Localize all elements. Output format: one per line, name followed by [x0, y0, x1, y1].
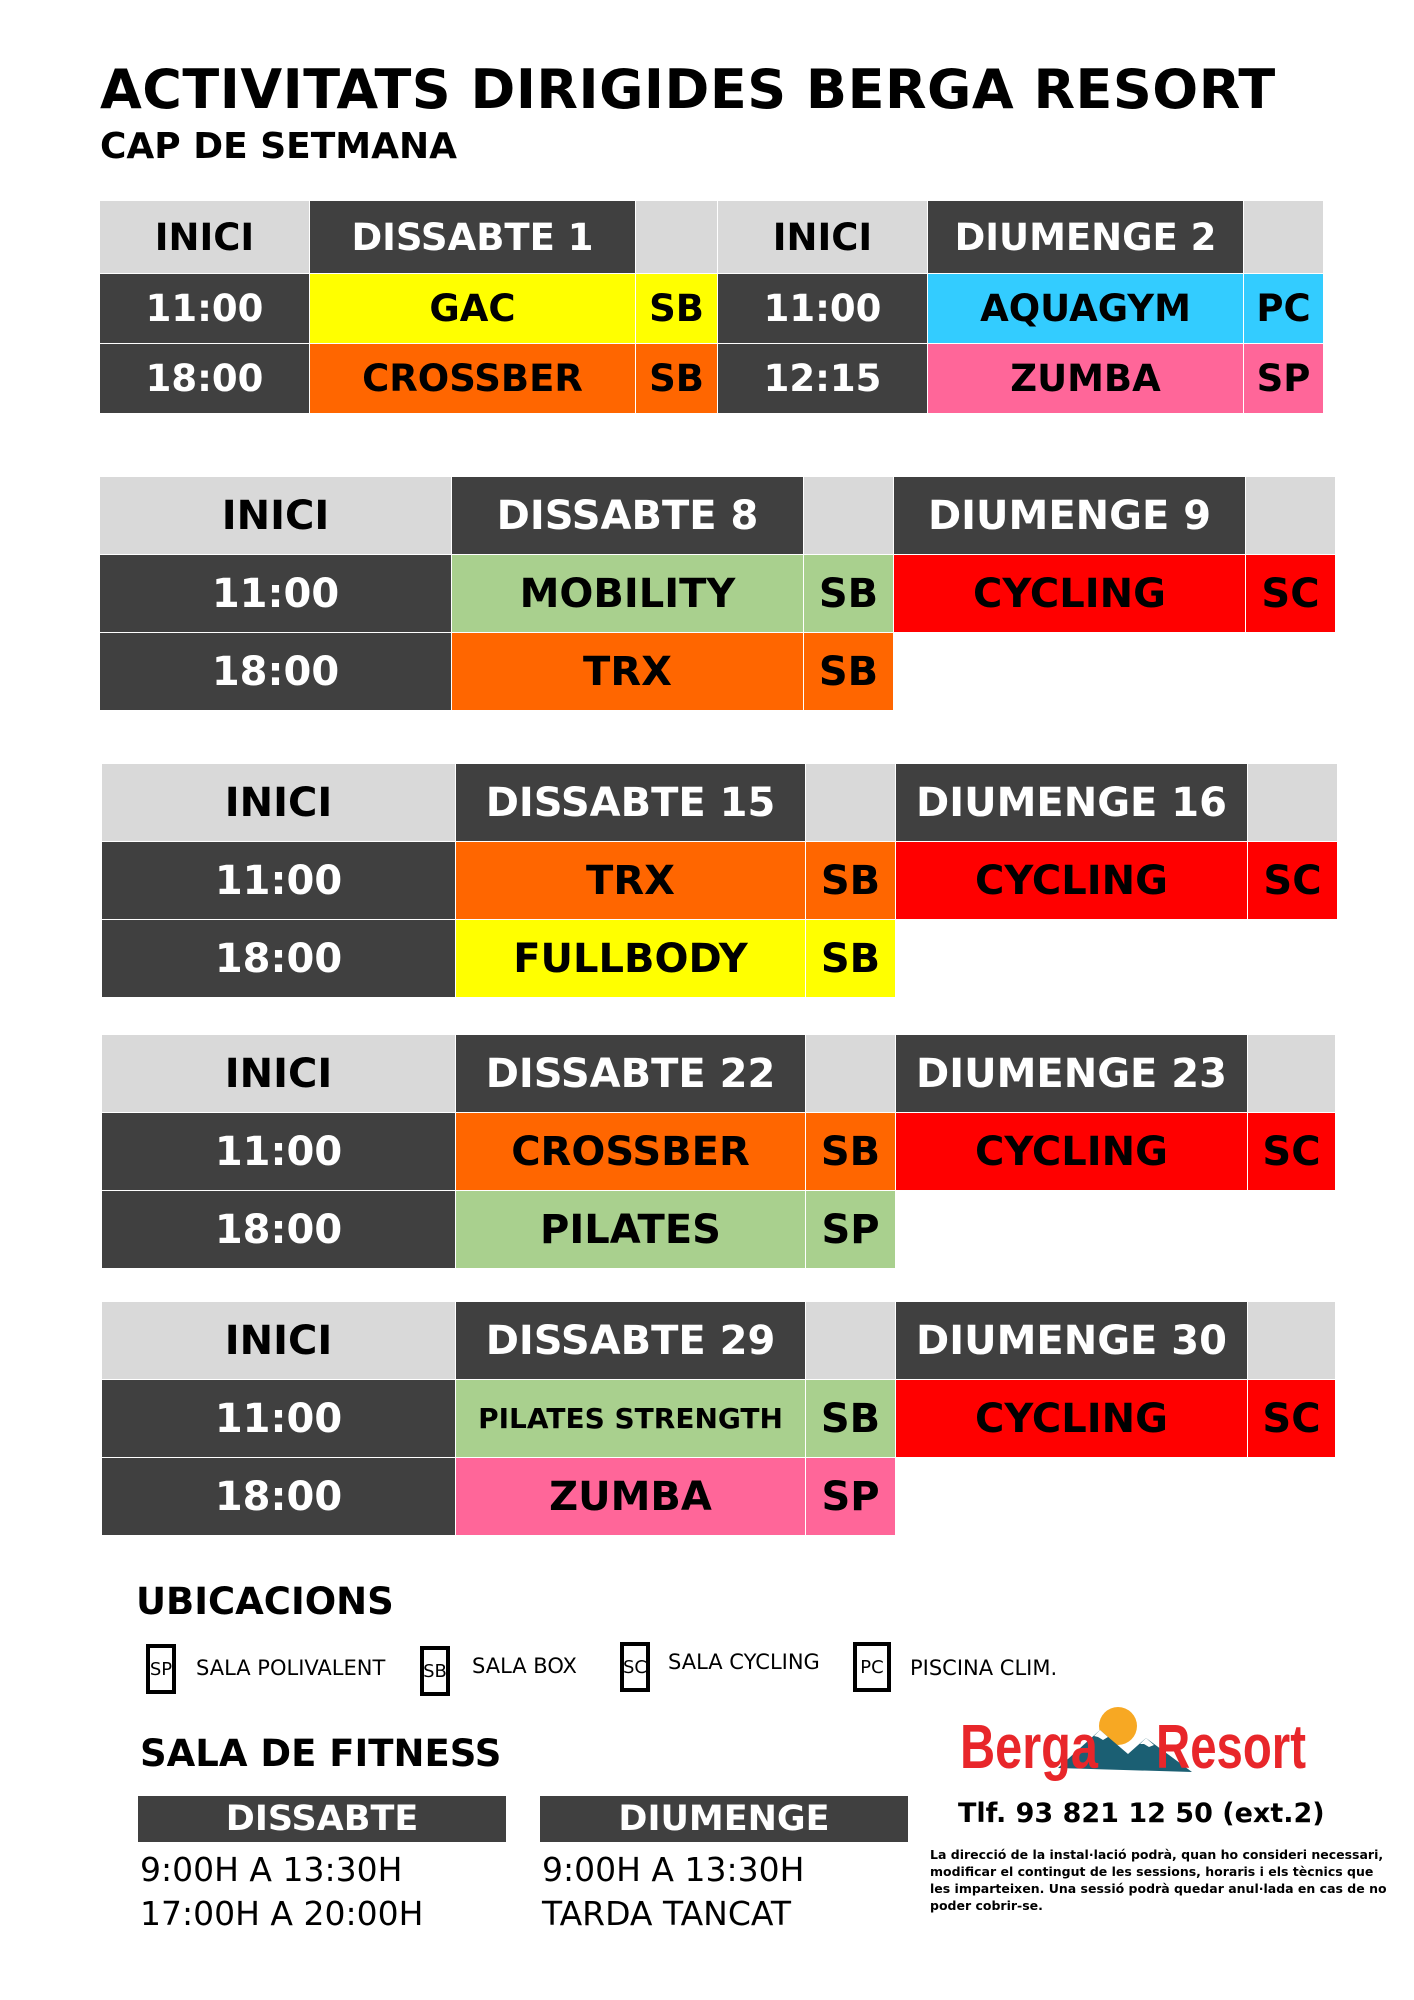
activity-cell: CYCLING	[896, 1113, 1248, 1191]
room-cell: SP	[806, 1191, 896, 1269]
location-name: SALA POLIVALENT	[196, 1656, 386, 1680]
activity-cell: TRX	[456, 842, 806, 920]
time-cell: 11:00	[718, 274, 928, 344]
activity-cell: CYCLING	[894, 555, 1246, 633]
room-header	[804, 477, 894, 555]
room-header	[1244, 201, 1324, 274]
saturday-header: DISSABTE 15	[456, 764, 806, 842]
logo-word-resort: Resort	[1156, 1713, 1306, 1782]
contact-phone: Tlf. 93 821 12 50 (ext.2)	[958, 1798, 1325, 1829]
time-cell: 11:00	[100, 555, 452, 633]
activity-cell: AQUAGYM	[928, 274, 1244, 344]
room-cell: SB	[804, 555, 894, 633]
location-name: SALA CYCLING	[668, 1650, 820, 1674]
disclaimer-text: La direcció de la instal·lació podrà, quan ho consideri necessari, modificar el contingut de les sessions, horaris i els tècnics que les imparteixen. Una sessió podrà quedar anul·lada en cas de no poder cobrir-se.	[930, 1847, 1387, 1913]
room-cell: SC	[1248, 1380, 1336, 1458]
locations-title: UBICACIONS	[136, 1580, 394, 1623]
activity-cell: CYCLING	[896, 1380, 1248, 1458]
room-cell: PC	[1244, 274, 1324, 344]
room-cell: SB	[806, 920, 896, 998]
activity-cell: GAC	[310, 274, 636, 344]
start-header: INICI	[100, 201, 310, 274]
fitness-saturday-label: DISSABTE	[138, 1796, 506, 1842]
sunday-header: DIUMENGE 9	[894, 477, 1246, 555]
activity-cell: ZUMBA	[928, 344, 1244, 414]
fitness-title: SALA DE FITNESS	[140, 1732, 502, 1775]
room-cell: SB	[804, 633, 894, 711]
activity-cell: ZUMBA	[456, 1458, 806, 1536]
start-header: INICI	[102, 764, 456, 842]
time-cell: 18:00	[100, 633, 452, 711]
saturday-header: DISSABTE 1	[310, 201, 636, 274]
room-header	[636, 201, 718, 274]
hours-line: 9:00H A 13:30H	[542, 1850, 805, 1889]
sunday-header: DIUMENGE 23	[896, 1035, 1248, 1113]
room-header	[806, 1035, 896, 1113]
room-cell: SP	[1244, 344, 1324, 414]
fitness-saturday-hours	[140, 1848, 423, 1936]
location-code-badge: SB	[420, 1646, 450, 1696]
start-header: INICI	[102, 1035, 456, 1113]
sunday-header: DIUMENGE 2	[928, 201, 1244, 274]
time-cell: 18:00	[100, 344, 310, 414]
time-cell: 11:00	[102, 842, 456, 920]
activity-cell: TRX	[452, 633, 804, 711]
time-cell: 12:15	[718, 344, 928, 414]
room-cell: SB	[636, 344, 718, 414]
room-cell: SB	[806, 842, 896, 920]
activity-cell: CYCLING	[896, 842, 1248, 920]
sunday-header: DIUMENGE 16	[896, 764, 1248, 842]
location-code-badge: PC	[853, 1642, 891, 1692]
saturday-header: DISSABTE 29	[456, 1302, 806, 1380]
time-cell: 11:00	[100, 274, 310, 344]
room-header	[806, 1302, 896, 1380]
page-subtitle: CAP DE SETMANA	[100, 126, 457, 167]
start-header: INICI	[102, 1302, 456, 1380]
room-header	[1248, 764, 1338, 842]
room-header	[1246, 477, 1336, 555]
room-header	[1248, 1035, 1336, 1113]
location-name: SALA BOX	[472, 1654, 577, 1678]
sunday-header: DIUMENGE 30	[896, 1302, 1248, 1380]
start-header: INICI	[100, 477, 452, 555]
time-cell: 18:00	[102, 920, 456, 998]
fitness-sunday-label: DIUMENGE	[540, 1796, 908, 1842]
activity-cell: MOBILITY	[452, 555, 804, 633]
activity-cell: PILATES	[456, 1191, 806, 1269]
time-cell: 18:00	[102, 1458, 456, 1536]
hours-line: 17:00H A 20:00H	[140, 1894, 424, 1933]
time-cell: 11:00	[102, 1113, 456, 1191]
location-code-badge: SP	[146, 1644, 176, 1694]
sunday-start-header: INICI	[718, 201, 928, 274]
activity-cell: FULLBODY	[456, 920, 806, 998]
room-cell: SC	[1246, 555, 1336, 633]
room-cell: SB	[806, 1380, 896, 1458]
time-cell: 18:00	[102, 1191, 456, 1269]
room-header	[1248, 1302, 1336, 1380]
activity-cell: CROSSBER	[456, 1113, 806, 1191]
page-title: ACTIVITATS DIRIGIDES BERGA RESORT	[100, 58, 1276, 121]
location-code-badge: SC	[620, 1642, 650, 1692]
room-cell: SC	[1248, 1113, 1336, 1191]
berga-resort-logo	[960, 1696, 1320, 1796]
activity-cell: CROSSBER	[310, 344, 636, 414]
room-cell: SB	[806, 1113, 896, 1191]
room-cell: SP	[806, 1458, 896, 1536]
room-cell: SC	[1248, 842, 1338, 920]
time-cell: 11:00	[102, 1380, 456, 1458]
saturday-header: DISSABTE 22	[456, 1035, 806, 1113]
room-cell: SB	[636, 274, 718, 344]
location-name: PISCINA CLIM.	[910, 1656, 1058, 1680]
hours-line: TARDA TANCAT	[542, 1894, 792, 1933]
activity-cell: PILATES STRENGTH	[456, 1380, 806, 1458]
room-header	[806, 764, 896, 842]
hours-line: 9:00H A 13:30H	[140, 1850, 403, 1889]
saturday-header: DISSABTE 8	[452, 477, 804, 555]
logo-word-berga: Berga	[960, 1713, 1099, 1782]
fitness-sunday-hours	[542, 1848, 804, 1936]
